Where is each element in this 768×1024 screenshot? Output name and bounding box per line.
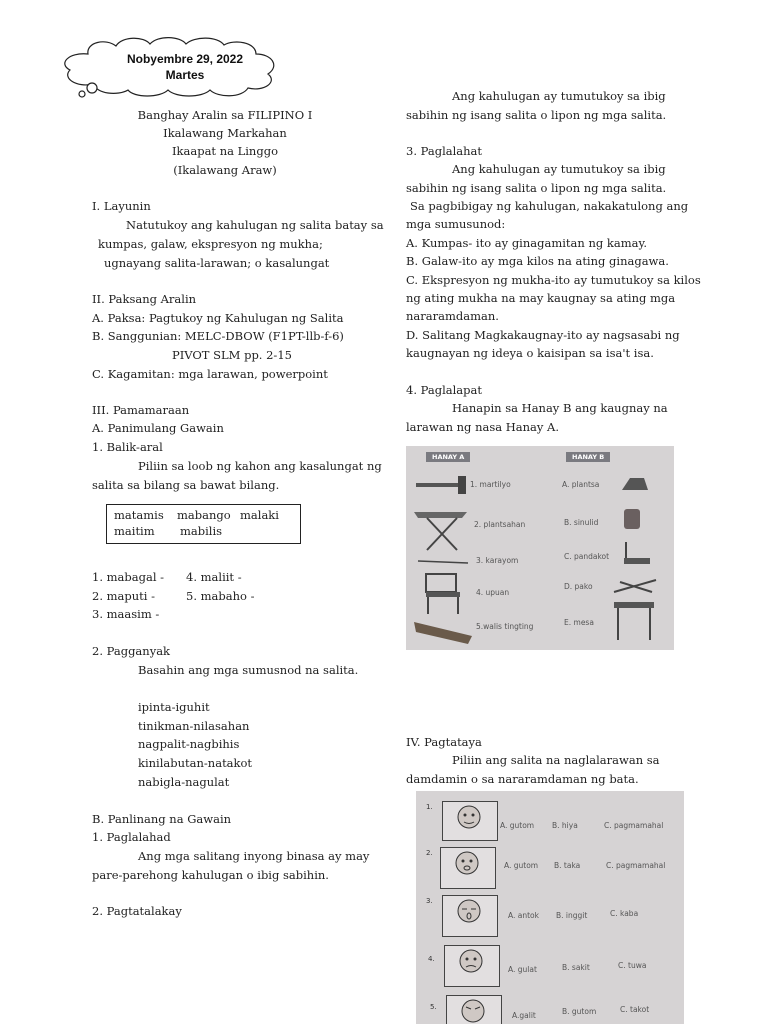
box-word: mabango (177, 508, 231, 522)
header-title: Banghay Aralin sa FILIPINO I (137, 108, 313, 122)
word-pair: nagpalit-nagbihis (138, 737, 240, 751)
paglalahat-3: Sa pagbibigay ng kahulugan, nakakatulong ang (410, 199, 689, 213)
pagtataya-heading: IV. Pagtataya (406, 735, 482, 749)
quiz-choice-b: B. hiya (552, 821, 578, 830)
child-face-icon (458, 997, 488, 1024)
paglalapat-heading: 4. Paglalapat (406, 383, 482, 397)
paksa-b: B. Sanggunian: MELC-DBOW (F1PT-llb-f-6) (92, 329, 344, 343)
hanay-b-item: D. pako (564, 582, 593, 591)
right-top-1: Ang kahulugan ay tumutukoy sa ibig (452, 89, 666, 103)
box-word: mabilis (180, 524, 223, 538)
hanay-b-item: B. sinulid (564, 518, 599, 527)
matching-worksheet-image (406, 446, 674, 650)
item-1: 1. mabagal - (92, 570, 165, 584)
paglalahat-a: A. Kumpas- ito ay ginagamitan ng kamay. (406, 236, 648, 250)
hanay-b-item: E. mesa (564, 618, 594, 627)
quiz-choice-a: A. antok (508, 911, 539, 920)
paksa-c: C. Kagamitan: mga larawan, powerpoint (92, 367, 328, 381)
word-pair: kinilabutan-natakot (138, 756, 253, 770)
quiz-choice-c: C. kaba (610, 909, 639, 918)
hanay-a-item: 1. martilyo (470, 480, 511, 489)
quiz-choice-c: C. pagmamahal (604, 821, 664, 830)
header-quarter: Ikalawang Markahan (163, 126, 287, 140)
word-box (106, 504, 301, 544)
layunin-heading: I. Layunin (92, 199, 151, 213)
cloud-day: Martes (165, 68, 205, 82)
pagganyak-heading: 2. Pagganyak (92, 644, 171, 658)
hanay-b-item: A. plantsa (562, 480, 600, 489)
item-3: 3. maasim - (92, 607, 160, 621)
item-2: 2. maputi - (92, 589, 155, 603)
quiz-number: 3. (426, 897, 433, 905)
paglalahad-text-2: pare-parehong kahulugan o ibig sabihin. (92, 868, 329, 882)
pamamaraan-a: A. Panimulang Gawain (92, 421, 224, 435)
item-5: 5. mabaho - (186, 589, 255, 603)
date-cloud (58, 36, 288, 98)
balik-text-2: salita sa bilang sa bawat bilang. (92, 478, 280, 492)
child-face-icon (452, 849, 482, 885)
balik-text-1: Piliin sa loob ng kahon ang kasalungat ng (138, 459, 382, 473)
nail-icon (612, 576, 660, 596)
hanay-b-item: C. pandakot (564, 552, 610, 561)
quiz-choice-a: A. gutom (500, 821, 535, 830)
paglalahat-d2: kaugnayan ng ideya o kaisipan sa isa't isa. (406, 346, 654, 360)
quiz-number: 4. (428, 955, 435, 963)
quiz-choice-b: B. taka (554, 861, 581, 870)
child-face-icon (456, 947, 486, 983)
item-4: 4. maliit - (186, 570, 242, 584)
paksa-b2: PIVOT SLM pp. 2-15 (172, 348, 292, 362)
paglalahat-b: B. Galaw-ito ay mga kilos na ating ginagawa. (406, 254, 669, 268)
child-face-icon (454, 897, 484, 933)
quiz-choice-c: C. tuwa (618, 961, 647, 970)
paksa-heading: II. Paksang Aralin (92, 292, 197, 306)
pamamaraan-heading: III. Pamamaraan (92, 403, 190, 417)
iron-icon (618, 472, 654, 494)
layunin-text-2: kumpas, galaw, ekspresyon ng mukha; (98, 237, 323, 251)
hanay-b-label: HANAY B (566, 452, 610, 462)
paglalahat-4: mga sumusunod: (406, 217, 506, 231)
pagtataya-2: damdamin o sa nararamdaman ng bata. (406, 772, 639, 786)
needle-icon (416, 554, 471, 568)
hanay-a-item: 2. plantsahan (474, 520, 526, 529)
quiz-choice-c: C. takot (620, 1005, 650, 1014)
emotion-quiz-image (416, 791, 684, 1024)
layunin-text-1: Natutukoy ang kahulugan ng salita batay sa (126, 218, 384, 232)
quiz-number: 5. (430, 1003, 437, 1011)
chair-icon (422, 572, 464, 616)
pagtataya-1: Piliin ang salita na naglalarawan sa (452, 753, 660, 767)
paglalapat-2: larawan ng nasa Hanay A. (406, 420, 560, 434)
box-word: maitim (114, 524, 155, 538)
quiz-choice-b: B. inggit (556, 911, 588, 920)
quiz-choice-b: B. sakit (562, 963, 590, 972)
child-face-icon (454, 803, 484, 837)
paglalahad-heading: 1. Paglalahad (92, 830, 171, 844)
paglalapat-1: Hanapin sa Hanay B ang kaugnay na (452, 401, 668, 415)
hanay-a-item: 5.walis tingting (476, 622, 534, 631)
paglalahad-text-1: Ang mga salitang inyong binasa ay may (138, 849, 370, 863)
paksa-a: A. Paksa: Pagtukoy ng Kahulugan ng Salita (92, 311, 344, 325)
ironing-board-icon (412, 504, 472, 552)
paglalahat-c1: C. Ekspresyon ng mukha-ito ay tumutukoy sa kilos (406, 273, 701, 287)
balik-heading: 1. Balik-aral (92, 440, 163, 454)
paglalahat-2: sabihin ng isang salita o lipon ng mga salita. (406, 181, 667, 195)
hanay-a-label: HANAY A (426, 452, 470, 462)
table-icon (612, 600, 656, 642)
dustpan-icon (618, 540, 654, 568)
paglalahat-c3: nararamdaman. (406, 309, 499, 323)
quiz-number: 1. (426, 803, 433, 811)
pagganyak-text: Basahin ang mga sumusnod na salita. (138, 663, 359, 677)
quiz-choice-a: A.galit (512, 1011, 536, 1020)
word-pair: tinikman-nilasahan (138, 719, 250, 733)
box-word: malaki (240, 508, 279, 522)
paglalahat-1: Ang kahulugan ay tumutukoy sa ibig (452, 162, 666, 176)
paglalahat-heading: 3. Paglalahat (406, 144, 483, 158)
quiz-choice-a: A. gutom (504, 861, 539, 870)
quiz-choice-c: C. pagmamahal (606, 861, 666, 870)
header-day: (Ikalawang Araw) (173, 163, 277, 177)
word-pair: ipinta-iguhit (138, 700, 210, 714)
pagtatalakay-heading: 2. Pagtatalakay (92, 904, 182, 918)
layunin-text-3: ugnayang salita-larawan; o kasalungat (104, 256, 330, 270)
broom-icon (412, 616, 474, 646)
panlinang-heading: B. Panlinang na Gawain (92, 812, 232, 826)
thread-icon (620, 506, 644, 532)
right-top-2: sabihin ng isang salita o lipon ng mga salita. (406, 108, 667, 122)
cloud-date: Nobyembre 29, 2022 (126, 52, 244, 66)
quiz-choice-a: A. gulat (508, 965, 537, 974)
quiz-choice-b: B. gutom (562, 1007, 597, 1016)
header-week: Ikaapat na Linggo (171, 144, 278, 158)
hanay-a-item: 4. upuan (476, 588, 510, 597)
paglalahat-c2: ng ating mukha na may kaugnay sa ating mga (406, 291, 676, 305)
hammer-icon (414, 474, 469, 496)
hanay-a-item: 3. karayom (476, 556, 519, 565)
quiz-number: 2. (426, 849, 433, 857)
box-word: matamis (114, 508, 164, 522)
word-pair: nabigla-nagulat (138, 775, 230, 789)
paglalahat-d1: D. Salitang Magkakaugnay-ito ay nagsasabi ng (406, 328, 680, 342)
